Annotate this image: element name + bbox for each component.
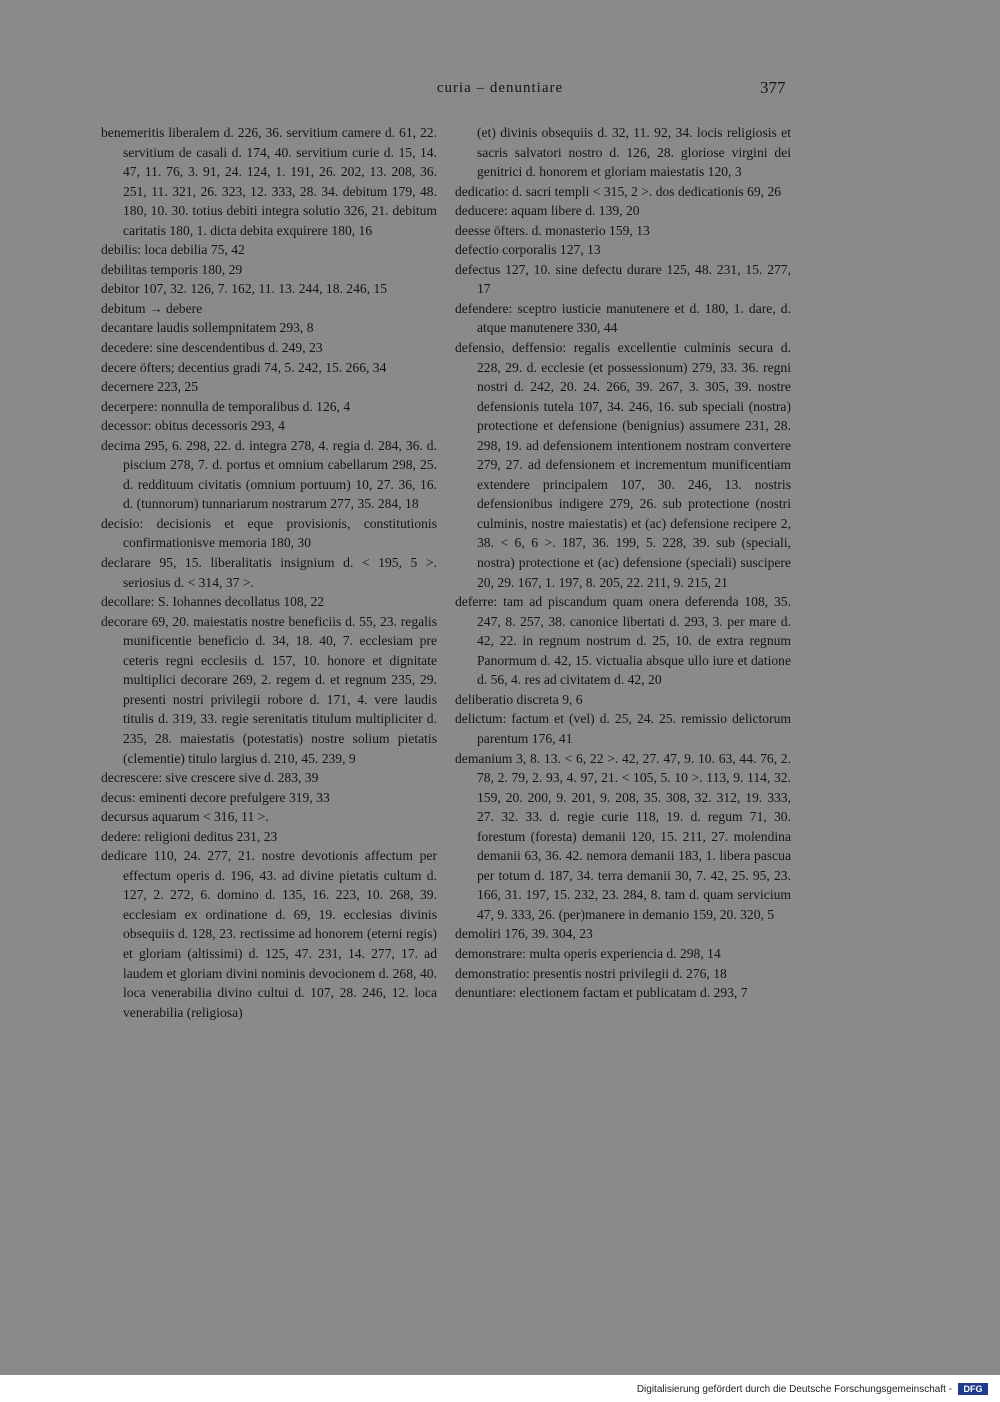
dfg-logo: DFG — [958, 1383, 988, 1395]
index-entry: deferre: tam ad piscandum quam onera deferenda 108, 35. 247, 8. 257, 38. canonice libertati d. 293, 3. per mare d. 42, 22. in regnum nostrum d. 25, 10. de extra regnum Panormum d. 42, 15. victualia absque ullo iure et datione d. 56, 4. res ad civitatem d. 42, 20 — [455, 594, 791, 688]
index-entry: denuntiare: electionem factam et publicatam d. 293, 7 — [455, 985, 748, 1001]
index-entry: deesse öfters. d. monasterio 159, 13 — [455, 222, 650, 238]
index-entry: decima 295, 6. 298, 22. d. integra 278, 4. regia d. 284, 36. d. piscium 278, 7. d. portus et omnium cabellarum 298, 25. d. reddituum civitatis (omnium portuum) 10, 27. 36, 16. d. (tunnorum) tunnariarum nostrarum 277, 35. 284, 18 — [101, 437, 437, 512]
index-entry: decorare 69, 20. maiestatis nostre beneficiis d. 55, 23. regalis munificentie beneficio d. 34, 18. 40, 7. ecclesiam pre ceteris regni ecclesiis d. 157, 10. honore et dignitate multiplici decorare 269, 2. regem d. et regnum 235, 29. presenti nostri privilegii robore d. 171, 4. vere laudis titulis d. 319, 33. regie serenitatis titulum multipliciter d. 235, 28. maiestatis (potestatis) nostre solium pietatis (clementie) titulo largius d. 210, 45. 239, 9 — [101, 613, 437, 766]
index-entry: defectio corporalis 127, 13 — [455, 242, 601, 258]
index-entry: decursus aquarum < 316, 11 >. — [101, 809, 269, 825]
index-entry: debitor 107, 32. 126, 7. 162, 11. 13. 244, 18. 246, 15 — [101, 281, 388, 297]
index-entry-continuation: (et) divinis obsequiis d. 32, 11. 92, 34. locis religiosis et sacris salvatori nostro d. 126, 28. gloriose virgini dei genitrici d. honorem et gloriam maiestatis 120, 3 — [477, 125, 791, 180]
index-column-right — [455, 123, 791, 1003]
index-entry: defectus 127, 10. sine defectu durare 125, 48. 231, 15. 277, 17 — [455, 261, 791, 297]
index-entry: decessor: obitus decessoris 293, 4 — [101, 418, 285, 434]
index-entry: dedere: religioni deditus 231, 23 — [101, 828, 278, 844]
index-entry: decrescere: sive crescere sive d. 283, 39 — [101, 770, 319, 786]
index-entry: demanium 3, 8. 13. < 6, 22 >. 42, 27. 47, 9. 10. 63, 44. 76, 2. 78, 2. 79, 2. 93, 4. 97, 21. < 105, 5. 10 >. 113, 9. 114, 32. 159, 20. 200, 9. 201, 9. 208, 35. 308, 32. 312, 19. 333, 27. 32. 33. d. regie curie 118, 19. d. regum 71, 30. forestum (foresta) demanii 120, 15. 211, 27. molendina demanii 63, 36. 42. nemora demanii 183, 1. libera pascua per totum d. 187, 34. terra demanii 30, 7. 42, 25. 95, 23. 166, 31. 197, 15. 232, 23. 284, 8. tam d. quam servicium 47, 9. 333, 26. (per)manere in demanio 159, 20. 320, 5 — [455, 750, 791, 922]
index-entry: demonstratio: presentis nostri privilegii d. 276, 18 — [455, 965, 727, 981]
index-entry: debilis: loca debilia 75, 42 — [101, 242, 245, 258]
index-entry: declarare 95, 15. liberalitatis insignium d. < 195, 5 >. seriosius d. < 314, 37 >. — [101, 555, 437, 590]
index-entry: debilitas temporis 180, 29 — [101, 261, 243, 277]
index-entry: decedere: sine descendentibus d. 249, 23 — [101, 340, 323, 356]
index-entry: decisio: decisionis et eque provisionis, constitutionis confirmationisve memoria 180, 30 — [101, 515, 437, 551]
index-entry: decollare: S. Iohannes decollatus 108, 22 — [101, 594, 325, 610]
index-entry: decantare laudis sollempnitatem 293, 8 — [101, 320, 314, 336]
index-entry: dedicatio: d. sacri templi < 315, 2 >. dos dedicationis 69, 26 — [455, 183, 782, 199]
funding-note: Digitalisierung gefördert durch die Deutsche Forschungsgemeinschaft - — [636, 1384, 952, 1395]
index-entry: debitum → debere — [101, 300, 203, 316]
index-entry: deducere: aquam libere d. 139, 20 — [455, 203, 640, 219]
index-entry: defensio, deffensio: regalis excellentie culminis secura d. 228, 29. d. ecclesie (et possessionum) 279, 33. 36. regni nostri d. 242, 20. 24. 266, 39. 267, 3. 305, 39. nostre defensionis tutela 107, 34. 246, 16. sub speciali (nostra) protectione et defensione (benignius) assumere 231, 28. 298, 19. ad defensionem intentionem nostram convertere 279, 27. ad defensionem et incrementum munificentiam extendere principalem 107, 30. 246, 13. nostris defensionibus indigere 279, 26. sub protectione (nostri culminis, nostre maiestatis) et (ac) defensione recipere 2, 38. < 6, 6 >. 187, 36. 199, 5. 228, 39. sub (speciali, nostra) protectione et (ac) defensione (speciali) suscipere 20, 29. 167, 1. 197, 8. 205, 22. 211, 9. 215, 21 — [455, 340, 791, 590]
index-entry: decernere 223, 25 — [101, 379, 198, 395]
index-entry: decus: eminenti decore prefulgere 319, 33 — [101, 789, 330, 805]
page-number: 377 — [760, 78, 786, 97]
footer-bar — [0, 1375, 1000, 1402]
index-entry: demoliri 176, 39. 304, 23 — [455, 926, 593, 942]
index-entry: decere öfters; decentius gradi 74, 5. 242, 15. 266, 34 — [101, 359, 387, 375]
index-entry: deliberatio discreta 9, 6 — [455, 691, 583, 707]
index-entry: benemeritis liberalem d. 226, 36. servitium camere d. 61, 22. servitium de casali d. 174, 40. servitium curie d. 15, 14. 47, 11. 76, 3. 91, 24. 124, 1. 191, 26. 202, 13. 208, 36. 251, 11. 321, 26. 323, 12. 333, 28. 34. debitum 179, 48. 180, 10. 30. totius debiti integra solutio 326, 21. debitum caritatis 180, 1. dicta debita exquirere 180, 16 — [101, 125, 437, 238]
running-header: curia – denuntiare — [436, 80, 564, 96]
index-entry: dedicare 110, 24. 277, 21. nostre devotionis affectum per effectum operis d. 196, 43. ad divine pietatis cultum d. 127, 2. 272, 6. domino d. 135, 16. 223, 10. 268, 39. ecclesiam ex ordinatione d. 69, 19. ecclesias divinis obsequiis d. 128, 23. rectissime ad honorem (eterni regis) et gloriam (altissimi) d. 125, 47. 231, 14. 277, 17. ad laudem et gloriam divini nominis devocionem d. 268, 40. loca venerabilia divino cultui d. 107, 28. 246, 12. loca venerabilia (religiosa) — [101, 848, 437, 1020]
index-column-left — [101, 123, 437, 1022]
index-entry: defendere: sceptro iusticie manutenere et d. 180, 1. dare, d. atque manutenere 330, 44 — [455, 300, 791, 336]
index-entry: demonstrare: multa operis experiencia d. 298, 14 — [455, 945, 721, 961]
index-entry: decerpere: nonnulla de temporalibus d. 126, 4 — [101, 398, 351, 414]
index-entry: delictum: factum et (vel) d. 25, 24. 25. remissio delictorum parentum 176, 41 — [455, 711, 791, 746]
